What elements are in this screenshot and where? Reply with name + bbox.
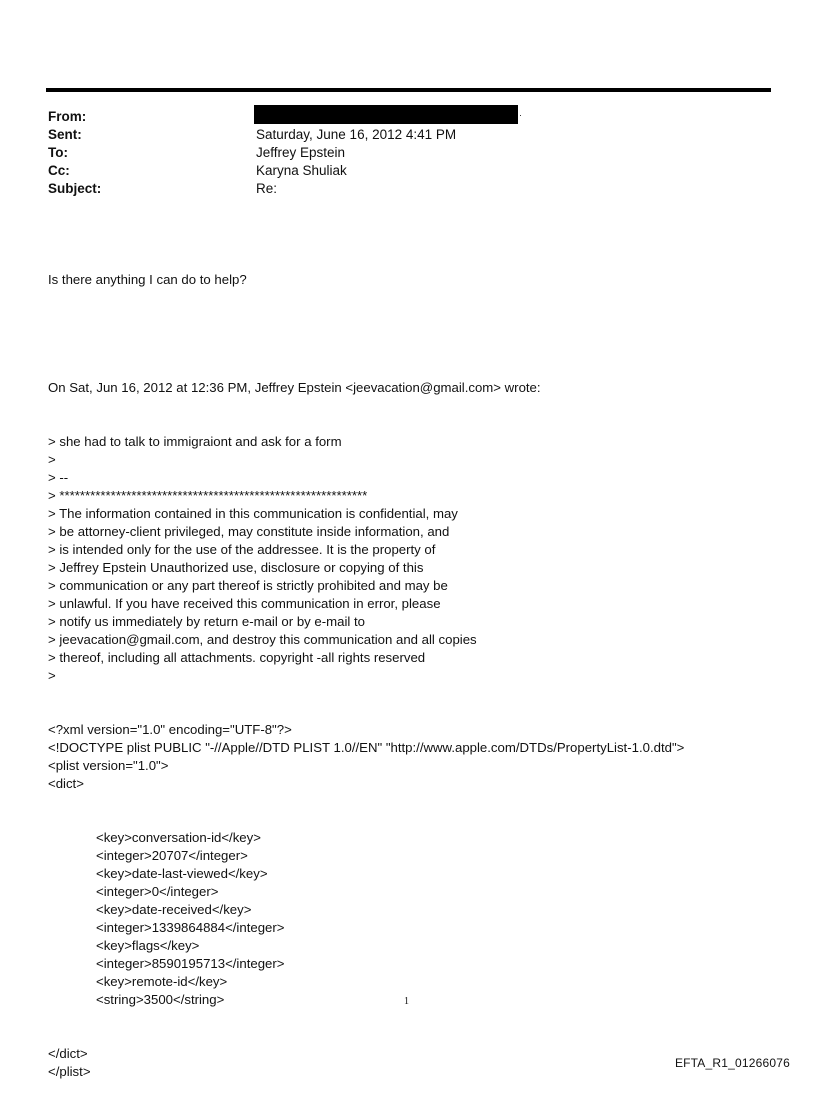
plist-line: <dict>	[48, 776, 84, 791]
plist-dict-line: <key>date-last-viewed</key>	[96, 866, 268, 881]
sent-value: Saturday, June 16, 2012 4:41 PM	[256, 127, 457, 142]
plist-dict-entries	[48, 829, 768, 1009]
cc-row	[48, 162, 748, 180]
plist-line: <!DOCTYPE plist PUBLIC "-//Apple//DTD PLIST 1.0//EN" "http://www.apple.com/DTDs/PropertyList-1.0.dtd">	[48, 740, 685, 755]
plist-block	[48, 721, 768, 793]
bates-number: EFTA_R1_01266076	[674, 1056, 790, 1070]
subject-value: Re:	[256, 181, 278, 196]
plist-dict-line: <string>3500</string>	[96, 992, 225, 1007]
quoted-line: > communication or any part thereof is strictly prohibited and may be	[48, 578, 448, 593]
subject-row	[48, 180, 748, 198]
quoted-line: > --	[48, 470, 69, 485]
quoted-line: > ************************************************************	[48, 488, 368, 503]
quoted-line: > be attorney-client privileged, may constitute inside information, and	[48, 524, 450, 539]
from-label: From:	[48, 109, 87, 124]
plist-line: </dict>	[48, 1046, 88, 1061]
reply-text: Is there anything I can do to help?	[48, 272, 247, 287]
plist-line: </plist>	[48, 1064, 91, 1079]
sent-row	[48, 126, 748, 144]
quoted-line: > Jeffrey Epstein Unauthorized use, disclosure or copying of this	[48, 560, 424, 575]
plist-dict-line: <key>date-received</key>	[96, 902, 252, 917]
quoted-line: > The information contained in this communication is confidential, may	[48, 506, 458, 521]
email-header	[48, 108, 748, 198]
plist-close	[48, 1045, 768, 1081]
to-value: Jeffrey Epstein	[256, 145, 346, 160]
plist-line: <plist version="1.0">	[48, 758, 169, 773]
plist-line: <?xml version="1.0" encoding="UTF-8"?>	[48, 722, 292, 737]
quoted-line: >	[48, 452, 56, 467]
subject-label: Subject:	[48, 181, 102, 196]
quoted-line: > thereof, including all attachments. copyright -all rights reserved	[48, 650, 426, 665]
to-label: To:	[48, 145, 68, 160]
quoted-message	[48, 433, 768, 685]
quote-header: On Sat, Jun 16, 2012 at 12:36 PM, Jeffrey Epstein <jeevacation@gmail.com> wrote:	[48, 380, 541, 395]
plist-dict-line: <integer>8590195713</integer>	[96, 956, 285, 971]
plist-dict-line: <integer>1339864884</integer>	[96, 920, 285, 935]
quoted-line: > she had to talk to immigraiont and ask for a form	[48, 434, 342, 449]
sent-label: Sent:	[48, 127, 82, 142]
to-row	[48, 144, 748, 162]
quoted-line: > unlawful. If you have received this communication in error, please	[48, 596, 441, 611]
cc-value: Karyna Shuliak	[256, 163, 347, 178]
from-row	[48, 108, 748, 126]
quoted-line: >	[48, 668, 56, 683]
header-rule	[46, 88, 771, 92]
redaction-trailing-mark: ·	[519, 110, 522, 120]
redaction-bar	[254, 105, 518, 124]
email-body	[48, 235, 768, 1099]
plist-dict-line: <integer>20707</integer>	[96, 848, 248, 863]
plist-dict-line: <integer>0</integer>	[96, 884, 219, 899]
page-number: 1	[404, 996, 409, 1007]
plist-dict-line: <key>remote-id</key>	[96, 974, 228, 989]
plist-dict-line: <key>flags</key>	[96, 938, 200, 953]
quoted-line: > notify us immediately by return e-mail or by e-mail to	[48, 614, 365, 629]
quoted-line: > is intended only for the use of the addressee. It is the property of	[48, 542, 436, 557]
quoted-line: > jeevacation@gmail.com, and destroy this communication and all copies	[48, 632, 477, 647]
cc-label: Cc:	[48, 163, 70, 178]
plist-dict-line: <key>conversation-id</key>	[96, 830, 261, 845]
